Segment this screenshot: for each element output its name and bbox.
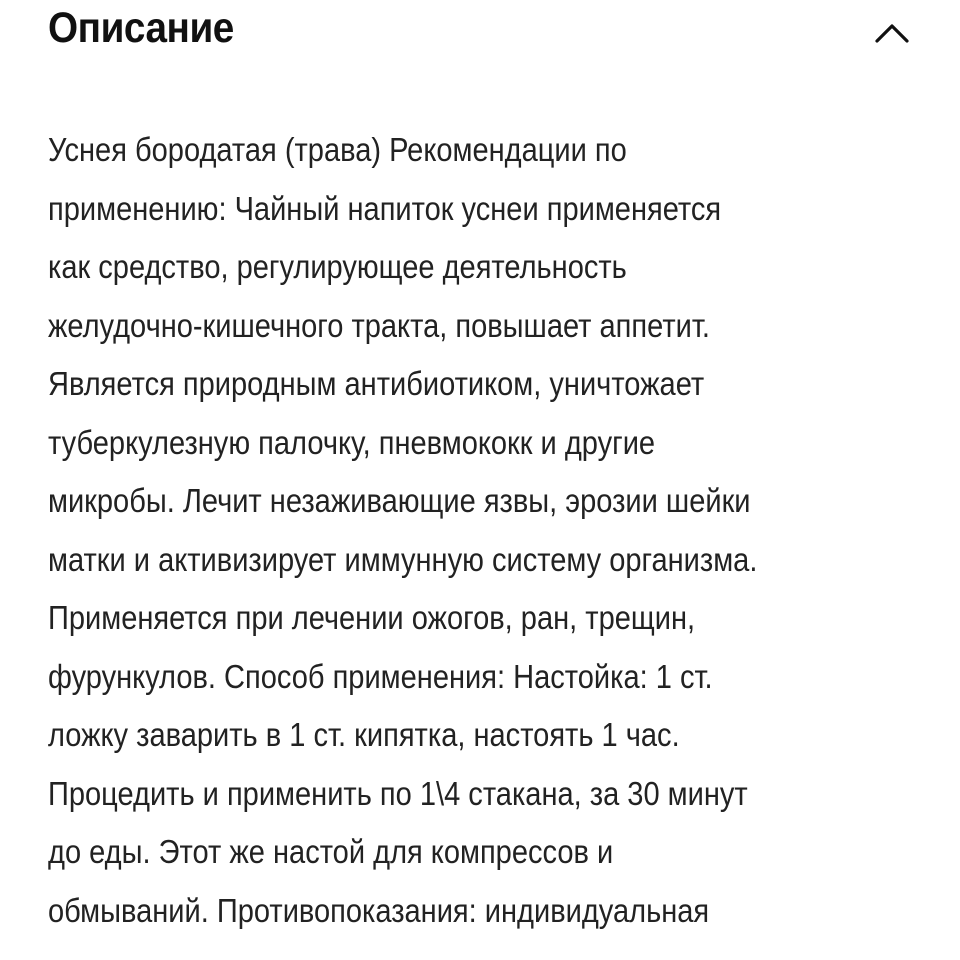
description-line: туберкулезную палочку, пневмококк и другие bbox=[48, 423, 656, 461]
description-line: микробы. Лечит незаживающие язвы, эрозии шейки bbox=[48, 482, 751, 519]
description-line: обмываний. Противопоказания: индивидуальная bbox=[48, 891, 710, 929]
description-line: ложку заварить в 1 ст. кипятка, настоять 1 час. bbox=[48, 716, 680, 753]
description-header[interactable] bbox=[48, 0, 912, 64]
description-line: желудочно-кишечного тракта, повышает аппетит. bbox=[48, 306, 710, 344]
description-line: Уснея бородатая (трава) Рекомендации по bbox=[48, 131, 627, 168]
chevron-up-icon[interactable] bbox=[872, 13, 912, 53]
description-line: матки и активизирует иммунную систему организма. bbox=[48, 540, 758, 578]
description-line: применению: Чайный напиток уснеи применяется bbox=[48, 189, 722, 227]
section-title: Описание bbox=[48, 3, 234, 52]
description-line: до еды. Этот же настой для компрессов и bbox=[48, 833, 614, 870]
description-text bbox=[48, 121, 928, 940]
description-line: как средство, регулирующее деятельность bbox=[48, 248, 627, 285]
description-line: Является природным антибиотиком, уничтожает bbox=[48, 365, 705, 402]
description-line: Применяется при лечении ожогов, ран, трещин, bbox=[48, 599, 696, 636]
description-line: фурункулов. Способ применения: Настойка: 1 ст. bbox=[48, 657, 713, 695]
description-line: Процедить и применить по 1\4 стакана, за 30 минут bbox=[48, 774, 748, 812]
